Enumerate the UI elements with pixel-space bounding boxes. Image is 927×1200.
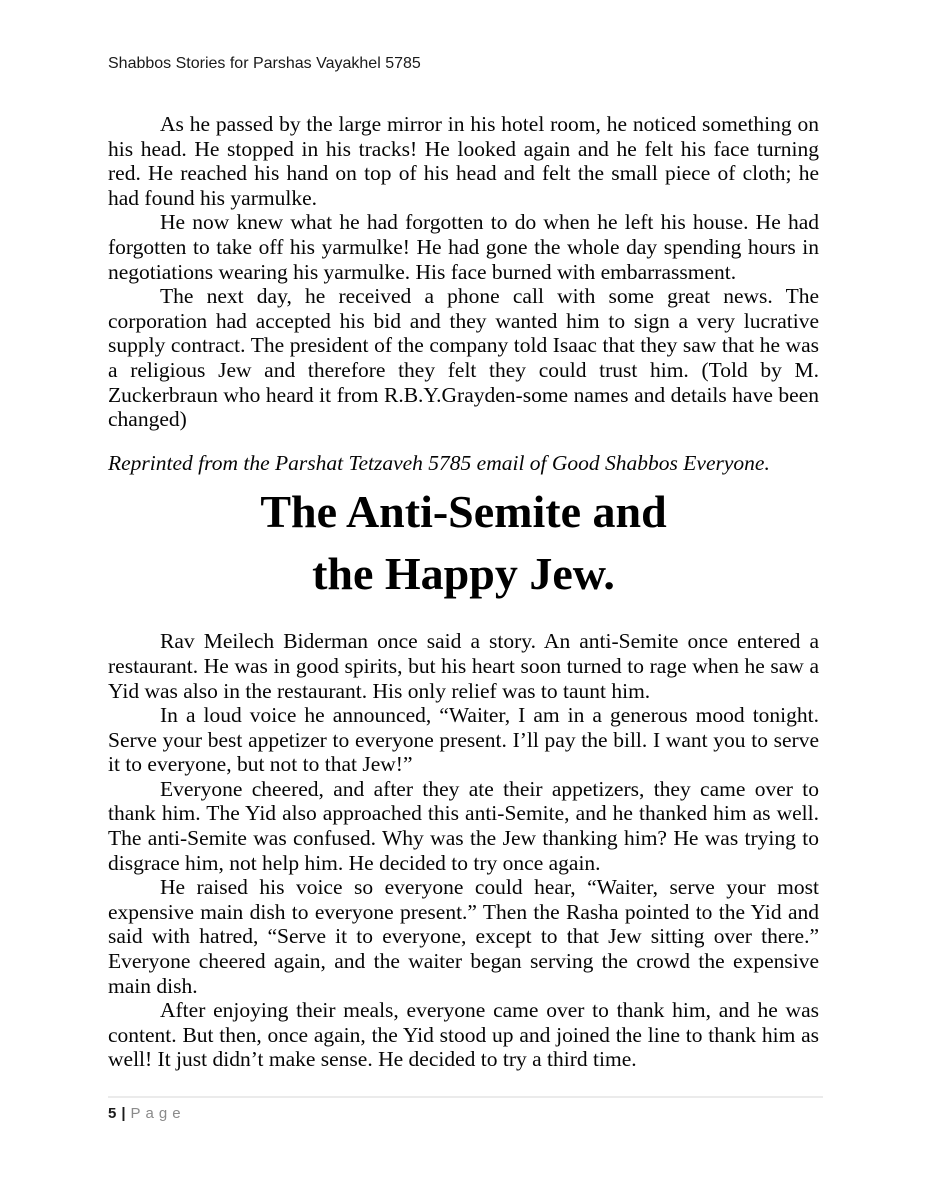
story2-paragraph-1: Rav Meilech Biderman once said a story. An anti-Semite once entered a restaurant. He was in good spirits, but his heart soon turned to rage when he saw a Yid was also in the restaurant. His only relief was to taunt him. xyxy=(108,629,819,703)
story1-paragraph-1: As he passed by the large mirror in his hotel room, he noticed something on his head. He stopped in his tracks! He looked again and he felt his face turning red. He reached his hand on top of his head and felt the small piece of cloth; he had found his yarmulke. xyxy=(108,112,819,210)
running-header-title: Shabbos Stories for Parshas Vayakhel 5785 xyxy=(108,55,421,72)
story-title-line2: the Happy Jew. xyxy=(312,548,615,600)
story1-paragraph-3: The next day, he received a phone call with some great news. The corporation had accepted his bid and they wanted him to sign a very lucrative supply contract. The president of the company told Isaac that they saw that he was a religious Jew and therefore they felt they could trust him. (Told by M. Zuckerbraun who heard it from R.B.Y.Grayden-some names and details have been changed) xyxy=(108,284,819,432)
footer-page-number: 5 xyxy=(108,1105,117,1122)
story1-paragraph-2: He now knew what he had forgotten to do when he left his house. He had forgotten to take off his yarmulke! He had gone the whole day spending hours in negotiations wearing his yarmulke. His face burned with embarrassment. xyxy=(108,210,819,284)
footer-separator: | xyxy=(121,1105,126,1122)
page-footer xyxy=(108,1096,823,1123)
document-body xyxy=(108,0,819,1072)
story-title xyxy=(108,481,819,605)
story2-paragraph-5: After enjoying their meals, everyone came over to thank him, and he was content. But then, once again, the Yid stood up and joined the line to thank him as well! It just didn’t make sense. He decided to try a third time. xyxy=(108,998,819,1072)
story2-paragraph-2: In a loud voice he announced, “Waiter, I am in a generous mood tonight. Serve your best appetizer to everyone present. I’ll pay the bill. I want you to serve it to everyone, but not to that Jew!” xyxy=(108,703,819,777)
story-title-line1: The Anti-Semite and xyxy=(260,486,667,538)
footer-page-label: Page xyxy=(130,1105,186,1122)
story2-paragraph-3: Everyone cheered, and after they ate their appetizers, they came over to thank him. The Yid also approached this anti-Semite, and he thanked him as well. The anti-Semite was confused. Why was the Jew thanking him? He was trying to disgrace him, not help him. He decided to try once again. xyxy=(108,776,819,875)
story2-paragraph-4: He raised his voice so everyone could hear, “Waiter, serve your most expensive main dish to everyone present.” Then the Rasha pointed to the Yid and said with hatred, “Serve it to everyone, except to that Jew sitting over there.” Everyone cheered again, and the waiter began serving the crowd the expensive main dish. xyxy=(108,875,819,998)
source-citation: Reprinted from the Parshat Tetzaveh 5785 email of Good Shabbos Everyone. xyxy=(108,450,770,475)
